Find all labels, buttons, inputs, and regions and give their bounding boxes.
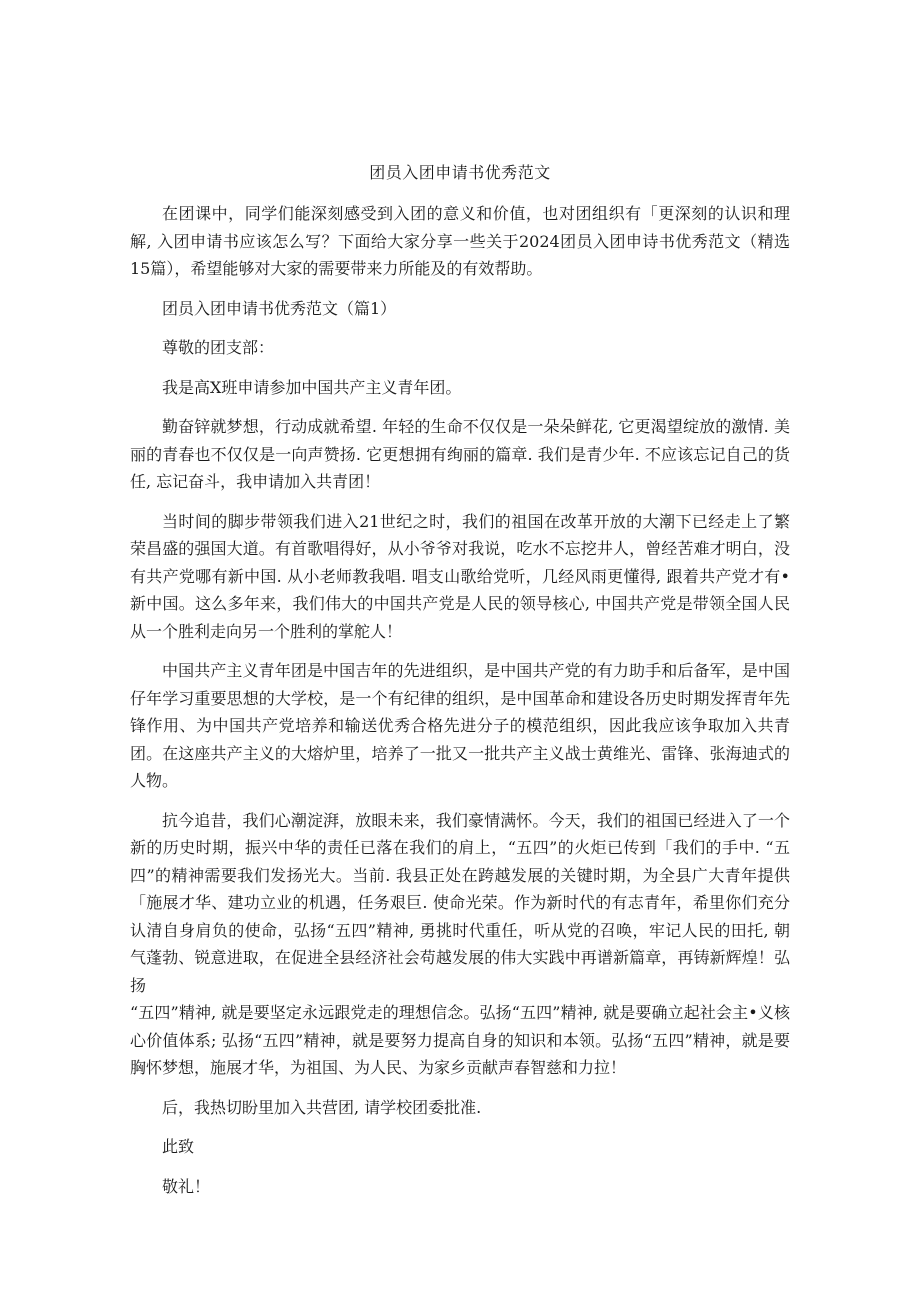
body-paragraph: 抗今追昔，我们心潮淀湃，放眼未来，我们豪情满怀。今天，我们的祖国已经进入了一个新的历史时期，振兴中华的责任已落在我们的肩上，“五四”的火炬已传到「我们的手中. “五四”的精神需要我们发扬光大。当前. 我县正处在跨越发展的关键时期，为全县广大青年提供「施展才华、建功立业的机遇，任务艰巨. 使命光荣。作为新时代的有志青年，希里你们充分认清自身肩负的使命，弘扬“五四”精神, 勇挑时代重任，听从党的召唤，牢记人民的田托, 朝气蓬勃、锐意进取，在促进全县经济社会苟越发展的伟大实践中再谱新篇章，再铸新辉煌！弘扬	[130, 810, 790, 995]
body-paragraph: 中国共产主义青年团是中国吉年的先进组织，是中国共产党的有力助手和后备军，是中国仔年学习重要思想的大学校，是一个有纪律的组织，是中国革命和建设各历史时期发挥青年先锋作用、为中国共产党培养和输送优秀合格先进分子的模范组织，因此我应该争取加入共青团。在这座共产主义的大熔炉里，培养了一批又一批共产主义战士黄维光、雷锋、张海迪式的人物。	[130, 661, 790, 790]
body-paragraph: 我是高X班申请参加中国共产主义青年团。	[162, 377, 462, 397]
body-paragraph-continued: “五四”精神, 就是要坚定永远跟党走的理想信念。弘扬“五四”精神, 就是要确立起社会主•义核心价值体系; 弘扬“五四”精神，就是要努力提高自身的知识和本领。弘扬“五四”精神，就是要胸怀梦想，施展才华，为祖国、为人民、为家乡贡献声春智慈和力拉！	[130, 1003, 790, 1077]
body-paragraph: 当时间的脚步带领我们进入21世纪之时，我们的祖国在改革开放的大潮下已经走上了繁荣昌盛的强国大道。有首歌唱得好，从小爷爷对我说，吃水不忘挖井人，曾经苦难才明白，没有共产党哪有新中国. 从小老师教我唱. 唱支山歌给党听，几经风雨更懂得, 跟着共产党才有•新中国。这么多年来，我们伟大的中国共产党是人民的领导核心, 中国共产党是带领全国人民从一个胜利走向另一个胜利的掌舵人！	[130, 511, 790, 641]
intro-paragraph: 在团课中，同学们能深刻感受到入团的意义和价值，也对团组织有「更深刻的认识和理解, 入团申请书应该怎么写？下面给大家分享一些关于2024团员入团申诗书优秀范文（精选15篇），希望能够对大家的需要带来力所能及的有效帮助。	[130, 204, 790, 278]
closing-jingli: 敬礼！	[162, 1176, 211, 1196]
closing-cizhi: 此致	[162, 1137, 195, 1156]
salutation: 尊敬的团支部：	[162, 338, 275, 357]
document-body	[130, 200, 790, 1212]
section-heading: 团员入团申请书优秀范文（篇1）	[162, 298, 397, 318]
document-title: 团员入团申请书优秀范文	[369, 163, 551, 182]
body-paragraph: 勤奋锌就梦想，行动成就希望. 年轻的生命不仅仅是一朵朵鲜花, 它更渴望绽放的激情. 美丽的青春也不仅仅是一向声赞扬. 它更想拥有绚丽的篇章. 我们是青少年. 不应该忘记自己的货任, 忘记奋斗，我申请加入共青团！	[130, 417, 790, 491]
closing-paragraph: 后，我热切盼里加入共营团, 请学校团委批准.	[162, 1097, 482, 1117]
